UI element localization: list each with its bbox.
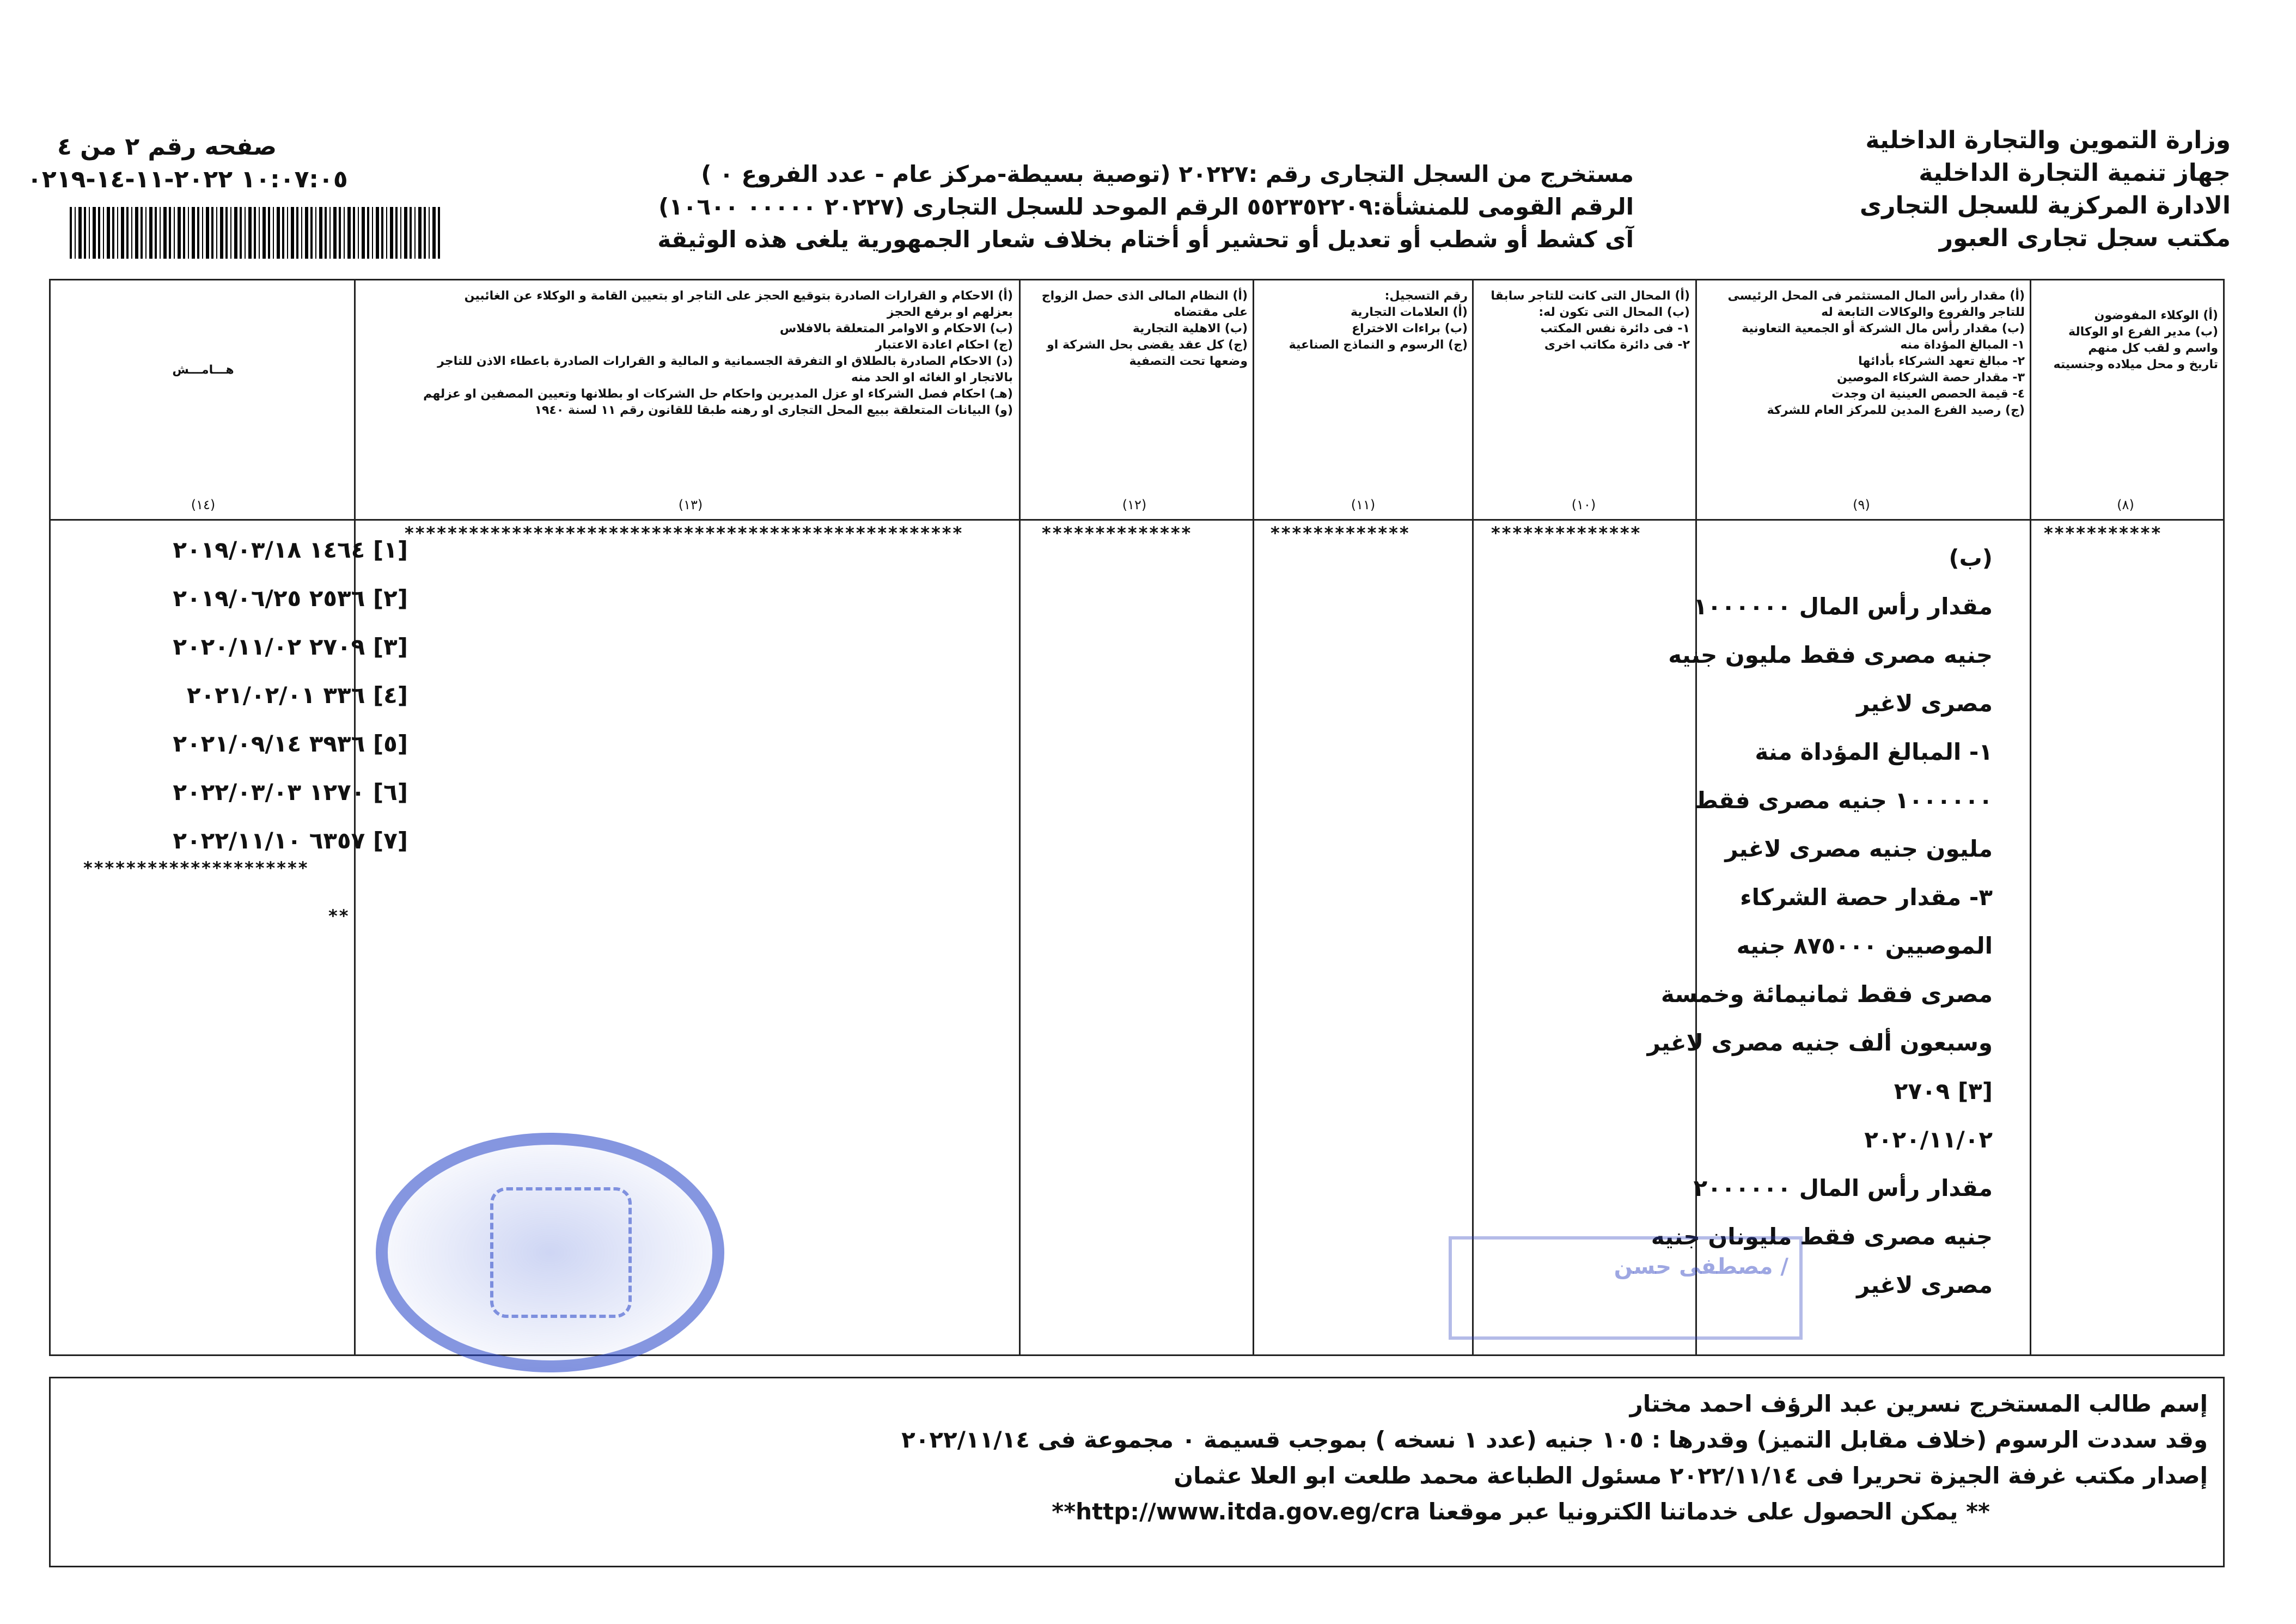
stars-col-14-end: ********************* — [83, 858, 309, 878]
margin-entry: [٣] ٢٧٠٩ ٢٠٢٠/١١/٠٢ — [173, 633, 408, 660]
header-separator — [51, 519, 2223, 521]
column-header-10: (أ) المحال التى كانت للتاجر سابقا (ب) المحال التى تكون له: ١- فى دائرة نفس المكتب ٢- فى دائرة مكاتب اخرى — [1491, 289, 1690, 352]
column-number-10: (١٠) — [1571, 497, 1596, 512]
issue-line: إصدار مكتب غرفة الجيزة تحريرا فى ٢٠٢٢/١١/١٤ مسئول الطباعة محمد طلعت ابو العلا عثمان — [1174, 1462, 2208, 1489]
register-table — [49, 279, 2225, 1356]
column-number-13: (١٣) — [678, 497, 703, 512]
extract-line: مستخرج من السجل التجارى رقم :٢٠٢٢٧ (توصية بسيطة-مركز عام - عدد الفروع ٠ ) — [701, 161, 1634, 187]
capital-line: جنيه مصرى فقط مليونان جنيه — [1651, 1223, 1993, 1250]
website-line: ** يمكن الحصول على خدماتنا الكترونيا عبر موقعنا http://www.itda.gov.eg/cra** — [1052, 1498, 1990, 1525]
signature-stamp: / مصطفى حسن — [1449, 1236, 1803, 1340]
capital-line: مصرى لاغير — [1857, 690, 1993, 717]
stars-col-14-tail: ** — [328, 906, 350, 926]
office-name: مكتب سجل تجارى العبور — [1939, 224, 2231, 252]
stars-col-8: *********** — [2044, 523, 2163, 544]
capital-line: مصرى فقط ثمانيمائة وخمسة — [1660, 981, 1993, 1008]
column-number-11: (١١) — [1351, 497, 1376, 512]
margin-entry: [٦] ١٢٧٠ ٢٠٢٢/٠٣/٠٣ — [173, 779, 408, 805]
capital-line: ١- المبالغ المؤداة منة — [1755, 738, 1993, 765]
capital-line: مقدار رأس المال ٢٠٠٠٠٠٠ — [1693, 1175, 1993, 1201]
stars-col-13: **************************************************** — [405, 523, 964, 544]
header-right-block — [1577, 124, 2231, 255]
column-divider — [1253, 280, 1254, 1354]
capital-line: ١٠٠٠٠٠٠ جنيه مصرى فقط — [1694, 787, 1993, 814]
margin-entry: [٧] ٦٣٥٧ ٢٠٢٢/١١/١٠ — [173, 827, 408, 854]
stars-col-10: ************** — [1491, 523, 1642, 544]
capital-line: (ب) — [1949, 545, 1993, 571]
national-number-line: الرقم القومى للمنشأة:٥٥٢٣٥٢٢٠٩ الرقم الموحد للسجل التجارى (٢٠٢٢٧ ٠٠٠٠٠ ١٠٦٠٠) — [658, 193, 1634, 220]
column-number-12: (١٢) — [1122, 497, 1147, 512]
column-header-14: هـــامـــش — [172, 363, 234, 377]
margin-entry: [٢] ٢٥٣٦ ٢٠١٩/٠٦/٢٥ — [173, 585, 408, 612]
column-divider — [2030, 280, 2031, 1354]
column-number-8: (٨) — [2117, 497, 2134, 512]
eagle-emblem-icon — [490, 1187, 632, 1318]
capital-line: الموصيين ٨٧٥٠٠٠ جنيه — [1736, 932, 1993, 959]
column-divider — [1472, 280, 1474, 1354]
print-datetime: ١٠:٠٧:٠٥ ٢٠٢٢-١١-١٤-٠٢١٩ — [27, 166, 348, 193]
fees-line: وقد سددت الرسوم (خلاف مقابل التميز) وقدرها : ١٠٥ جنيه (عدد ١ نسخه ) بموجب قسيمة ٠ مجموعة فى ٢٠٢٢/١١/١٤ — [901, 1426, 2208, 1453]
barcode — [70, 207, 440, 259]
capital-line: جنيه مصرى فقط مليون جنيه — [1668, 642, 1993, 668]
column-header-13: (أ) الاحكام و القرارات الصادرة بتوقيع الحجز على التاجر او بتعيين القامة و الوكلاء عن الغائبين بعزلهم او برفع الحجز (ب) الاحكام و الاوامر المتعلقة بالافلاس (ج) احكام اعادة الاعتبار (د) الاحكام الصادرة بالطلاق او التفرقة الجسمانية و المالية و القرارات الصادرة باعطاء الاذن للتاجر بالاتجار او الغائه او الحد منه (هـ) احكام فصل الشركاء او عزل المديرين واحكام حل الشركات او بطلانها وتعيين المصفين او عزلهم (و) البيانات المتعلقة ببيع المحل التجارى او رهنه طبقا للقانون رقم ١١ لسنة ١٩٤٠ — [423, 289, 1013, 417]
column-divider — [1019, 280, 1021, 1354]
ministry-name: وزارة التموين والتجارة الداخلية — [1865, 126, 2231, 154]
capital-line: مصرى لاغير — [1857, 1272, 1993, 1298]
warning-line: آى كشط أو شطب أو تعديل أو تحشير أو أختام بخلاف شعار الجمهورية يلغى هذه الوثيقة — [657, 226, 1634, 253]
margin-entry: [١] ١٤٦٤ ٢٠١٩/٠٣/١٨ — [173, 536, 408, 563]
column-header-9: (أ) مقدار رأس المال المستثمر فى المحل الرئيسى للتاجر والفروع والوكالات التابعة له (ب) مقدار رأس مال الشركة أو الجمعية التعاونية ١- المبالغ المؤداة منه ٢- مبالغ تعهد الشركاء بأدائها ٣- مقدار حصة الشركاء الموصين ٤- قيمة الحصص العينية ان وجدت (ج) رصيد الفرع المدين للمركز العام للشركة — [1727, 289, 2025, 417]
page-number: صفحه رقم ٢ من ٤ — [57, 133, 277, 161]
capital-line: وسبعون ألف جنيه مصرى لاغير — [1647, 1029, 1993, 1056]
capital-line: مليون جنيه مصرى لاغير — [1725, 835, 1993, 862]
margin-entries — [103, 526, 408, 865]
column-header-8: (أ) الوكلاء المفوضون (ب) مدير الفرع او الوكالة واسم و لقب كل منهم تاريخ و محل ميلاده وجنسيته — [2053, 309, 2218, 371]
capital-line: [٣] ٢٧٠٩ — [1894, 1078, 1993, 1104]
capital-line: مقدار رأس المال ١٠٠٠٠٠٠ — [1693, 593, 1993, 620]
header-left-block — [27, 131, 517, 196]
stars-col-12: ************** — [1042, 523, 1193, 544]
margin-entry: [٥] ٣٩٣٦ ٢٠٢١/٠٩/١٤ — [173, 730, 408, 757]
footer-box — [49, 1377, 2225, 1567]
column-number-14: (١٤) — [191, 497, 216, 512]
margin-entry: [٤] ٣٣٦ ٢٠٢١/٠٢/٠١ — [187, 682, 408, 709]
agency-name: جهاز تنمية التجارة الداخلية — [1919, 159, 2231, 187]
column-header-11: رقم التسجيل: (أ) العلامات التجارية (ب) براءات الاختراع (ج) الرسوم و النماذج الصناعية — [1289, 289, 1468, 352]
column-header-12: (أ) النظام المالى الذى حصل الزواج على مقتضاه (ب) الاهلية التجارية (ج) كل عقد يقضى بحل الشركة او وضعها تحت التصفية — [1041, 289, 1248, 368]
capital-line: ٣- مقدار حصة الشركاء — [1740, 884, 1993, 911]
header-center-block — [626, 158, 1634, 256]
requester-name: إسم طالب المستخرج نسرين عبد الرؤف احمد مختار — [1629, 1390, 2208, 1417]
department-name: الادارة المركزية للسجل التجارى — [1859, 192, 2231, 219]
stars-col-11: ************* — [1271, 523, 1410, 544]
column-number-9: (٩) — [1853, 497, 1870, 512]
footer-lines — [84, 1386, 2208, 1530]
capital-line: ٢٠٢٠/١١/٠٢ — [1864, 1126, 1993, 1153]
